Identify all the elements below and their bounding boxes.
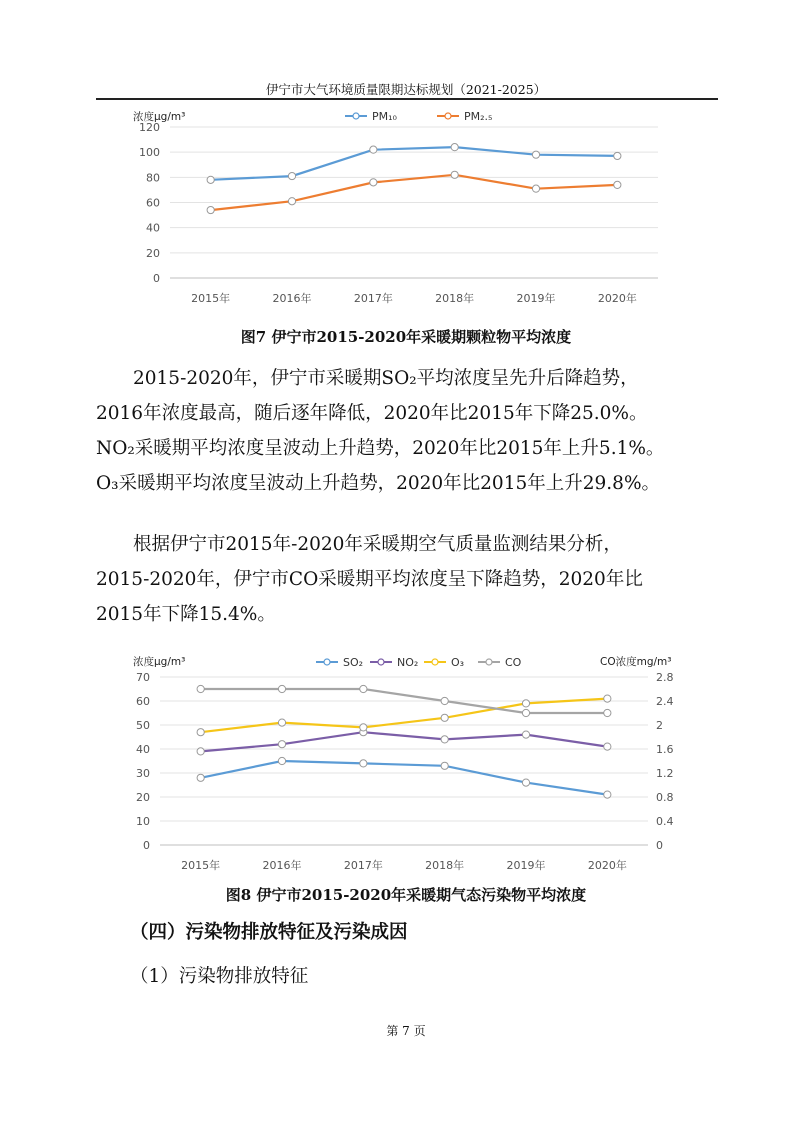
fig8-series-1-point	[522, 731, 529, 738]
fig7-xtick-label: 2017年	[353, 292, 393, 305]
fig7-ytick-label: 0	[153, 272, 160, 285]
paragraph-2-line-1: 根据伊宁市2015年-2020年采暖期空气质量监测结果分析，	[133, 534, 622, 555]
fig7-legend-label-1: PM₂.₅	[464, 110, 493, 123]
fig8-ytick-right-label: 1.2	[656, 767, 674, 780]
fig8-series-1-point	[441, 736, 448, 743]
fig8-ylabel: 浓度μg/m³	[133, 656, 186, 668]
section-subheading: （1）污染物排放特征	[130, 966, 309, 987]
fig8-series-0-point	[197, 774, 204, 781]
paragraph-1-line-1: 2015-2020年，伊宁市采暖期SO₂平均浓度呈先升后降趋势，	[133, 368, 639, 389]
fig8-series-0-point	[278, 757, 285, 764]
fig7-xtick-label: 2016年	[272, 292, 312, 305]
fig8-series-2-point	[360, 724, 367, 731]
fig8-xtick-label: 2019年	[506, 859, 546, 872]
figure8-caption: 图8 伊宁市2015-2020年采暖期气态污染物平均浓度	[225, 886, 587, 904]
fig8-ytick-label: 10	[136, 815, 150, 828]
fig8-legend-label-1: NO₂	[397, 656, 419, 669]
fig7-ytick-label: 100	[139, 146, 160, 160]
fig8-ytick-right-label: 0.4	[656, 815, 674, 828]
fig8-series-3-point	[604, 709, 611, 716]
fig8-series-3-point	[278, 685, 285, 692]
fig7-ytick-label: 80	[146, 171, 160, 185]
fig8-series-3-point	[360, 685, 367, 692]
fig8-series-1-point	[604, 743, 611, 750]
fig8-ytick-label: 60	[136, 695, 150, 708]
fig8-legend-marker-0	[324, 659, 330, 665]
fig7-ytick-label: 20	[146, 246, 160, 260]
fig8-legend-label-3: CO	[505, 656, 522, 669]
paragraph-2-line-3: 2015年下降15.4%。	[96, 604, 276, 625]
fig8-series-3-point	[441, 697, 448, 704]
fig8-ytick-right-label: 2.8	[656, 671, 674, 684]
fig7-ylabel: 浓度μg/m³	[133, 111, 186, 123]
fig8-xtick-label: 2016年	[262, 859, 302, 872]
fig7-xtick-label: 2018年	[435, 292, 475, 305]
fig8-ylabel-right: CO浓度mg/m³	[600, 656, 672, 668]
fig8-xtick-label: 2020年	[587, 859, 627, 872]
fig8-ytick-label: 30	[136, 767, 150, 780]
fig8-ytick-label: 0	[143, 839, 150, 852]
fig7-xtick-label: 2019年	[516, 292, 556, 305]
figure7-caption: 图7 伊宁市2015-2020年采暖期颗粒物平均浓度	[240, 328, 572, 346]
fig7-xtick-label: 2020年	[597, 292, 637, 305]
paragraph-1-line-3: NO₂采暖期平均浓度呈波动上升趋势，2020年比2015年上升5.1%。	[96, 438, 665, 459]
fig8-series-0-point	[441, 762, 448, 769]
fig8-legend-marker-3	[486, 659, 492, 665]
fig8-series-0-point	[360, 760, 367, 767]
fig7-ytick-label: 60	[146, 196, 160, 210]
fig7-legend-label-0: PM₁₀	[372, 110, 397, 123]
fig8-ytick-label: 70	[136, 671, 150, 684]
fig8-series-3-point	[197, 685, 204, 692]
fig8-xtick-label: 2018年	[425, 859, 465, 872]
fig8-series-2-point	[522, 700, 529, 707]
fig8-series-0-point	[522, 779, 529, 786]
fig8-series-2-point	[278, 719, 285, 726]
fig8-ytick-label: 50	[136, 719, 150, 732]
fig8-series-1-point	[278, 741, 285, 748]
fig8-xtick-label: 2015年	[181, 859, 221, 872]
fig8-legend-label-2: O₃	[451, 656, 465, 669]
page-number: 第 7 页	[386, 1024, 426, 1038]
fig8-ytick-right-label: 0	[656, 839, 663, 852]
fig8-series-2-point	[604, 695, 611, 702]
fig8-ytick-right-label: 2.4	[656, 695, 674, 708]
fig7-xtick-label: 2015年	[191, 292, 231, 305]
fig8-series-3-point	[522, 709, 529, 716]
fig8-legend-marker-2	[432, 659, 438, 665]
fig8-legend-label-0: SO₂	[343, 656, 364, 669]
fig8-ytick-label: 40	[136, 743, 150, 756]
fig8-series-0-point	[604, 791, 611, 798]
fig8-series-line-0	[201, 761, 608, 795]
fig8-series-line-2	[201, 699, 608, 733]
fig8-ytick-label: 20	[136, 791, 150, 804]
page-header-title: 伊宁市大气环境质量限期达标规划（2021-2025）	[265, 82, 547, 97]
fig7-ytick-label: 40	[146, 221, 160, 235]
fig8-ytick-right-label: 1.6	[656, 743, 674, 756]
fig8-series-2-point	[197, 729, 204, 736]
fig8-ytick-right-label: 0.8	[656, 791, 674, 804]
section-heading: （四）污染物排放特征及污染成因	[130, 922, 408, 943]
fig8-series-2-point	[441, 714, 448, 721]
fig8-ytick-right-label: 2	[656, 719, 663, 732]
fig8-series-1-point	[197, 748, 204, 755]
paragraph-1-line-4: O₃采暖期平均浓度呈波动上升趋势，2020年比2015年上升29.8%。	[96, 473, 661, 494]
fig8-xtick-label: 2017年	[343, 859, 383, 872]
paragraph-1-line-2: 2016年浓度最高，随后逐年降低，2020年比2015年下降25.0%。	[96, 403, 648, 424]
fig7-ytick-label: 120	[139, 121, 160, 134]
fig8-legend-marker-1	[378, 659, 384, 665]
paragraph-2-line-2: 2015-2020年，伊宁市CO采暖期平均浓度呈下降趋势，2020年比	[96, 569, 643, 590]
